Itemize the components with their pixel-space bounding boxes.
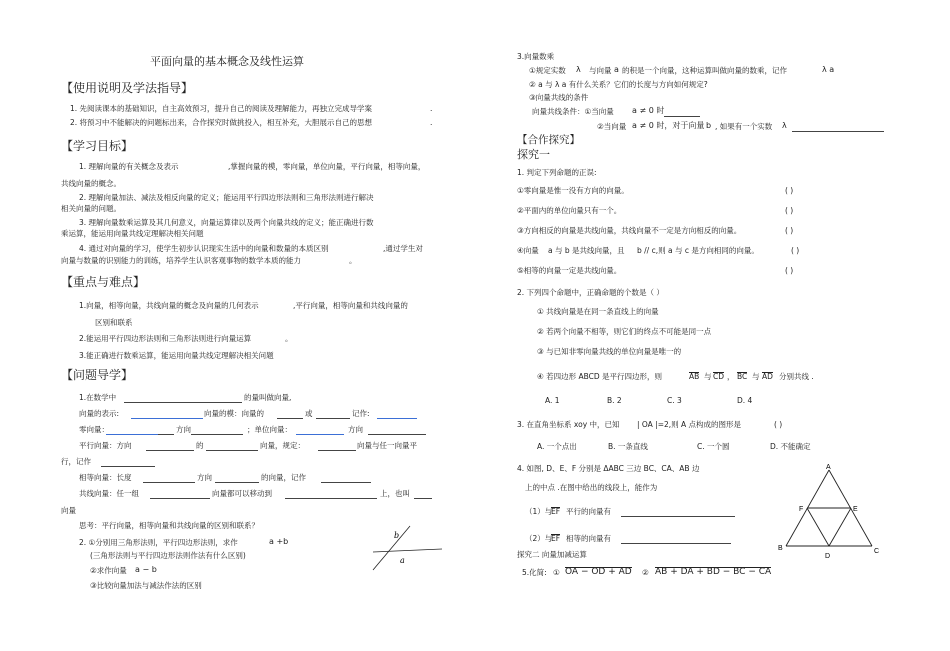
e2-option-b: B. 2 <box>607 396 622 405</box>
q3-heading: 3.向量数乘 <box>517 52 555 61</box>
vector-b-label: b <box>394 531 400 540</box>
e4-d: EF <box>551 507 561 516</box>
e5-e: AB + DA + BD − BC − CA <box>655 567 772 577</box>
vertex-b-label: B <box>778 545 783 552</box>
q2-a: 2. ①分别用三角形法则，平行四边形法则，求作 <box>79 538 238 547</box>
key-1a: 1.向量，相等向量，共线向量的概念及向量的几何表示 <box>79 301 259 310</box>
e2-heading: 2. 下列四个命题中，正确命题的个数是（ ） <box>517 288 664 297</box>
q1-a: 1.在数学中 <box>79 393 117 402</box>
e4-a: 4. 如图, D、E、F 分别是 ΔABC 三边 BC、CA、AB 边 <box>517 464 700 473</box>
q1-p: 相等向量：长度 <box>79 473 132 482</box>
e2-item-4c: 与 <box>704 372 712 381</box>
q1-v: 向量 <box>61 506 76 515</box>
e5-a: 5.化简: <box>522 568 547 577</box>
goal-4a: 4. 通过对向量的学习，使学生初步认识现实生活中的向量和数量的本质区别 <box>79 244 329 253</box>
q3-1d: 的积是一个向量，这种运算叫做向量的数乘，记作 <box>622 66 787 75</box>
e4-g: EF <box>551 534 561 543</box>
e2-item-4e: ， <box>727 372 735 381</box>
goal-1c: 共线向量的概念。 <box>61 179 121 188</box>
e3-c: ( ) <box>774 420 783 429</box>
q1-j: 方向 <box>348 425 363 434</box>
q1-h: 方向 <box>176 425 191 434</box>
q2-b: (三角形法则与平行四边形法则作法有什么区别) <box>90 551 246 560</box>
q3-lambda: λ <box>576 65 581 74</box>
e1-paren-4: ( ) <box>791 246 800 255</box>
q3-2: ② a 与 λ a 有什么关系？它们的长度与方向如何规定? <box>529 80 708 89</box>
goal-1b: ,掌握向量的模，零向量，单位向量，平行向量，相等向量， <box>228 162 426 171</box>
vector-figure <box>370 522 450 572</box>
e3-option-b: B. 一条直线 <box>608 442 648 451</box>
e2-item-2: ② 若两个向量不相等，则它们的终点不可能是同一点 <box>537 327 712 336</box>
e3-option-d: D. 不能确定 <box>770 442 811 451</box>
explore-two-heading: 探究二 向量加减运算 <box>517 550 587 559</box>
key-3: 3.能正确进行数乘运算，能运用向量共线定理解决相关问题 <box>79 351 274 360</box>
q3-1e: λ a <box>822 65 835 74</box>
goal-2b: 相关向量的问题。 <box>61 204 121 213</box>
worksheet-page: 平面向量的基本概念及线性运算 【使用说明及学法指导】 1. 先阅读课本的基础知识，自主高效预习，提升自己的阅读及理解能力，再独立完成导学案 2. 将预习中不能解决的问题标出来，合作探究时做挑投入，相互补充，大胆展示自己的思想 . . 【学习目标】 1. 理解向量的有关概念及表示 ,掌握向量的模，零向量，单位向量，平行向量，相等向量， 共线向量的概念。 2. 理解向量加法、减法及相反向量的定义；能运用平行四边形法则和三角形法则进行解决 相关向量的问题。 3. 理解向量数乘运算及其几何意义，向量运算律以及两个向量共线的定义；能正确进行数 乘运算，能运用向量共线定理解决相关问题 4. 通过对向量的学习，使学生初步认识现实生活中的向量和数量的本质区别 ,通过学生对 向量与数量的识别能力的训练，培养学生认识客观事物的数学本质的能力 。 【重点与难点】 1.向量，相等向量，共线向量的概念及向量的几何表示 ,平行向量，相等向量和共线向量的 区别和联系 2.能运用平行四边形法则和三角形法则进行向量运算 。 3.能正确进行数乘运算，能运用向量共线定理解决相关问题 【问题导学】 1.在数学中 的量叫做向量, 向量的表示: 向量的模：向量的 或 记作: 零向量： 方向 ；单位向量： 方向 平行向量：方向 的 向量，规定： 向量与任一向量平 行，记作 相等向量：长度 方向 的向量，记作 共线向量：任一组 向量都可以移动到 上，也叫 向量 思考：平行向量，相等向量和共线向量的区别和联系？ 2. ①分别用三角形法则，平行四边形法则，求作 a +b (三角形法则与平行四边形法则作法有什么区别) ②求作向量 a − b ③比较向量加法与减法作法的区别 b a 3.向量数乘 ①规定实数 λ 与向量 a 的积是一个向量，这种运算叫做向量的数乘，记作 λ a ② a 与 λ a 有什么关系？它们的长度与方向如何规定? ③向量共线的条件 向量共线条件：①当向量 a ≠ 0 时 ②当向量 a ≠ 0 时，对于向量 b , 如果有一个实数 λ 【合作探究】 探究一 1. 判定下列命题的正误: ①零向量是惟一没有方向的向量。 ( ) ②平面内的单位向量只有一个。 ( ) ③方向相反的向量是共线向量，共线向量不一定是方向相反的向量。 ( ) ④向量 a 与 b 是共线向量，且 b // c,则 a 与 c 是方向相同的向量。 ( ) ⑤相等的向量一定是共线向量。 ( ) 2. 下列四个命题中，正确命题的个数是（ ） ① 共线向量是在同一条直线上的向量 ② 若两个向量不相等，则它们的终点不可能是同一点 ③ 与已知非零向量共线的单位向量是唯一的 ④ 若四边形 ABCD 是平行四边形，则 AB 与 CD ， BC 与 AD 分别共线 . A. 1 B. 2 C. 3 D. 4 3. 在直角坐标系 xoy 中，已知 | OA |=2,则 A 点构成的图形是 ( ) A. 一个点出 B. 一条直线 C. 一个圆 D. 不能确定 4. 如图, D、E、F 分别是 ΔABC 三边 BC、CA、AB 边 上的中点 .在图中给出的线段上，能作为 （1）与 EF 平行的向量有 （2）与 EF 相等的向量有 探究二 向量加减运算 5.化简: ① OA − OD + AD ② AB + DA + BD − BC − CA A B C D E F <box>0 0 950 651</box>
vector-a-label: a <box>400 556 405 565</box>
e2-option-d: D. 4 <box>737 396 753 405</box>
e2-item-4b: AB <box>689 372 700 381</box>
e1-heading: 1. 判定下列命题的正误: <box>517 168 597 177</box>
q1-n: 向量与任一向量平 <box>357 441 417 450</box>
q1-k: 平行向量：方向 <box>79 441 132 450</box>
q1-q: 方向 <box>197 473 212 482</box>
q1-d: 向量的模：向量的 <box>204 409 264 418</box>
e1-item-5: ⑤相等的向量一定是共线向量。 <box>517 266 622 275</box>
q1-s: 共线向量：任一组 <box>79 489 139 498</box>
q3-1b: 与向量 <box>589 66 612 75</box>
e1-paren-3: ( ) <box>785 226 794 235</box>
e3-a: 3. 在直角坐标系 xoy 中，已知 <box>517 420 620 429</box>
e1-item-1: ①零向量是惟一没有方向的向量。 <box>517 186 629 195</box>
q1-c: 向量的表示: <box>79 409 120 418</box>
e1-paren-1: ( ) <box>785 186 794 195</box>
key-2b: 。 <box>285 334 293 343</box>
e1-item-4a: ④向量 <box>517 246 539 255</box>
e1-paren-5: ( ) <box>785 266 794 275</box>
e2-item-4g: 与 <box>752 372 760 381</box>
e1-item-4c: b // c,则 a 与 c 是方向相同的向量。 <box>637 246 759 255</box>
q3-5b: a ≠ 0 时，对于向量 <box>632 121 705 130</box>
goal-4b: ,通过学生对 <box>383 244 423 253</box>
q1-f: 记作: <box>352 409 370 418</box>
goal-3b: 乘运算，能运用向量共线定理解决相关问题 <box>61 229 204 238</box>
goal-4d: 。 <box>349 256 357 265</box>
page-title: 平面向量的基本概念及线性运算 <box>150 55 304 68</box>
e1-item-3: ③方向相反的向量是共线向量，共线向量不一定是方向相反的向量。 <box>517 226 742 235</box>
e4-b: 上的中点 .在图中给出的线段上，能作为 <box>525 483 658 492</box>
e2-item-4i: 分别共线 . <box>779 372 814 381</box>
key-1c: 区别和联系 <box>95 318 133 327</box>
e5-c: OA − OD + AD <box>565 567 632 577</box>
e2-option-c: C. 3 <box>667 396 682 405</box>
e5-d: ② <box>642 568 649 577</box>
e3-option-a: A. 一个点出 <box>537 442 577 451</box>
usage-1: 1. 先阅读课本的基础知识，自主高效预习，提升自己的阅读及理解能力，再独立完成导学案 <box>70 104 373 113</box>
vector-a-line <box>373 549 442 552</box>
usage-2: 2. 将预习中不能解决的问题标出来，合作探究时做挑投入，相互补充，大胆展示自己的思想 <box>70 118 373 127</box>
q3-1c: a <box>614 65 619 74</box>
e2-item-4d: CD <box>713 372 725 381</box>
key-1b: ,平行向量，相等向量和共线向量的 <box>293 301 408 310</box>
section-usage: 【使用说明及学法指导】 <box>61 81 194 95</box>
q3-1a: ①规定实数 <box>529 66 566 75</box>
section-goals: 【学习目标】 <box>61 139 134 153</box>
e4-e: 平行的向量有 <box>566 507 611 516</box>
goal-2a: 2. 理解向量加法、减法及相反向量的定义；能运用平行四边形法则和三角形法则进行解决 <box>79 193 374 202</box>
q2-cd: a − b <box>135 565 157 574</box>
q1-o: 行，记作 <box>61 457 91 466</box>
q3-4a: 向量共线条件：①当向量 <box>532 107 614 116</box>
q2-c: ②求作向量 <box>90 566 127 575</box>
think-question: 思考：平行向量，相等向量和共线向量的区别和联系？ <box>79 521 259 530</box>
goal-4c: 向量与数量的识别能力的训练，培养学生认识客观事物的数学本质的能力 <box>61 256 301 265</box>
q1-m: 向量，规定： <box>260 441 305 450</box>
point-f-label: F <box>799 506 804 513</box>
q1-l: 的 <box>196 441 204 450</box>
e4-c: （1）与 <box>525 507 553 516</box>
vertex-a-label: A <box>826 464 831 471</box>
explore-one-heading: 探究一 <box>517 148 550 161</box>
q1-b: 的量叫做向量, <box>244 393 292 402</box>
e3-option-c: C. 一个圆 <box>697 442 730 451</box>
q1-e: 或 <box>305 409 313 418</box>
e2-item-4a: ④ 若四边形 ABCD 是平行四边形，则 <box>537 372 663 381</box>
section-cooperation: 【合作探究】 <box>517 134 580 146</box>
q2-d: ③比较向量加法与减法作法的区别 <box>90 581 202 590</box>
q1-g: 零向量： <box>79 425 109 434</box>
e5-b: ① <box>553 568 560 577</box>
e2-item-1: ① 共线向量是在同一条直线上的向量 <box>537 307 659 316</box>
q3-5c: b <box>706 121 712 130</box>
point-e-label: E <box>853 506 858 513</box>
q3-5e: λ <box>782 121 787 130</box>
q3-5d: , 如果有一个实数 <box>715 122 773 131</box>
e2-option-a: A. 1 <box>545 396 560 405</box>
q3-3: ③向量共线的条件 <box>529 93 589 102</box>
q1-i: ；单位向量： <box>247 425 292 434</box>
e1-item-4b: a 与 b 是共线向量，且 <box>548 246 625 255</box>
q1-u: 上，也叫 <box>380 489 410 498</box>
key-2: 2.能运用平行四边形法则和三角形法则进行向量运算 <box>79 334 252 343</box>
q1-t: 向量都可以移动到 <box>212 489 272 498</box>
section-guide: 【问题导学】 <box>61 368 134 382</box>
goal-1a: 1. 理解向量的有关概念及表示 <box>79 162 179 171</box>
point-d-label: D <box>825 553 831 560</box>
e3-b: | OA |=2,则 A 点构成的图形是 <box>637 420 742 429</box>
segment-ed <box>829 508 851 546</box>
q2-ab: a +b <box>269 537 289 546</box>
vertex-c-label: C <box>874 548 880 555</box>
q3-4b: a ≠ 0 时 <box>632 106 665 115</box>
goal-3a: 3. 理解向量数乘运算及其几何意义，向量运算律以及两个向量共线的定义；能正确进行数 <box>79 218 374 227</box>
e2-item-3: ③ 与已知非零向量共线的单位向量是唯一的 <box>537 347 682 356</box>
section-key-points: 【重点与难点】 <box>61 275 146 289</box>
e4-h: 相等的向量有 <box>566 534 611 543</box>
e2-item-4f: BC <box>737 372 748 381</box>
e4-f: （2）与 <box>525 534 553 543</box>
q1-r: 的向量，记作 <box>261 473 306 482</box>
e2-item-4h: AD <box>762 372 773 381</box>
e1-item-2: ②平面内的单位向量只有一个。 <box>517 206 622 215</box>
e1-paren-2: ( ) <box>785 206 794 215</box>
q3-5a: ②当向量 <box>597 122 627 131</box>
segment-fd <box>807 508 829 546</box>
triangle-figure <box>778 462 884 562</box>
